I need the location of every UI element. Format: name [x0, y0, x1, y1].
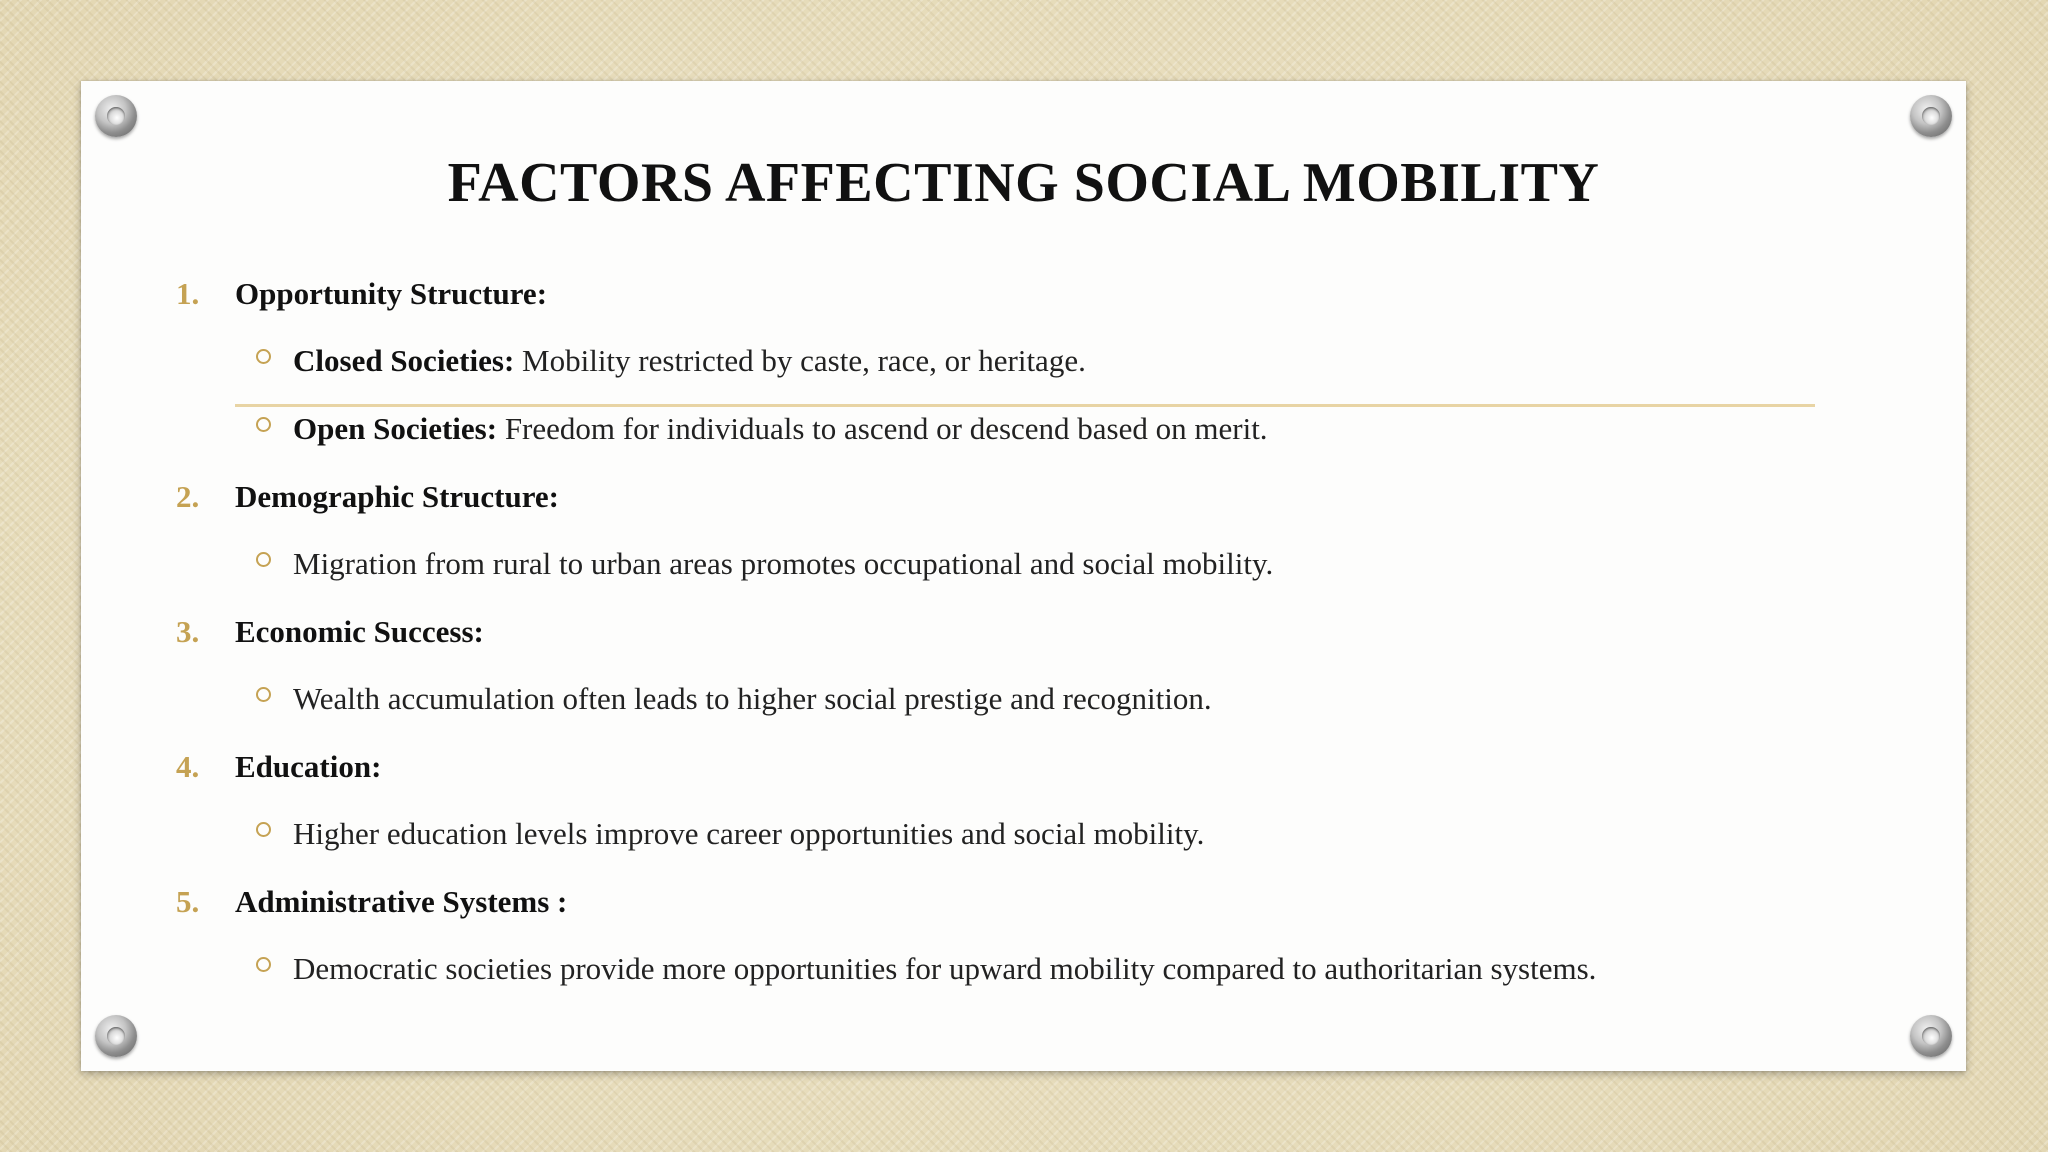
list-item-opportunity-structure [176, 274, 547, 314]
slide-card [81, 81, 1966, 1071]
sub-item-term: Closed Societies: [293, 343, 515, 378]
sub-item-higher-education [256, 814, 1204, 854]
list-number: 4. [176, 749, 200, 784]
sub-item-text: Freedom for individuals to ascend or descend based on merit. [497, 411, 1268, 446]
list-item-education [176, 747, 381, 787]
sub-item-text: Mobility restricted by caste, race, or heritage. [514, 343, 1086, 378]
sub-item-closed-societies [256, 341, 1086, 381]
list-label: Demographic Structure: [235, 479, 560, 514]
list-label: Education: [235, 749, 382, 784]
factor-list [81, 81, 1966, 1071]
sub-item-text: Higher education levels improve career opportunities and social mobility. [293, 816, 1205, 851]
list-number: 1. [176, 276, 200, 311]
slide-title: FACTORS AFFECTING SOCIAL MOBILITY [447, 152, 1600, 214]
list-number: 5. [176, 884, 200, 919]
list-item-administrative-systems [176, 882, 567, 922]
circle-bullet-icon [256, 552, 271, 567]
circle-bullet-icon [256, 349, 271, 364]
circle-bullet-icon [256, 687, 271, 702]
sub-item-migration [256, 544, 1273, 584]
list-number: 2. [176, 479, 200, 514]
list-item-economic-success [176, 612, 484, 652]
sub-item-text: Wealth accumulation often leads to higher social prestige and recognition. [293, 681, 1212, 716]
sub-item-wealth [256, 679, 1212, 719]
circle-bullet-icon [256, 957, 271, 972]
list-label: Economic Success: [235, 614, 484, 649]
list-number: 3. [176, 614, 200, 649]
sub-item-open-societies [256, 409, 1268, 449]
sub-item-text: Migration from rural to urban areas promotes occupational and social mobility. [293, 546, 1274, 581]
list-label: Administrative Systems : [235, 884, 568, 919]
list-label: Opportunity Structure: [235, 276, 548, 311]
sub-item-term: Open Societies: [293, 411, 498, 446]
circle-bullet-icon [256, 417, 271, 432]
circle-bullet-icon [256, 822, 271, 837]
sub-item-text: Democratic societies provide more opportunities for upward mobility compared to authoritarian systems. [293, 951, 1597, 986]
sub-item-democratic-societies [256, 949, 1596, 989]
list-item-demographic-structure [176, 477, 559, 517]
